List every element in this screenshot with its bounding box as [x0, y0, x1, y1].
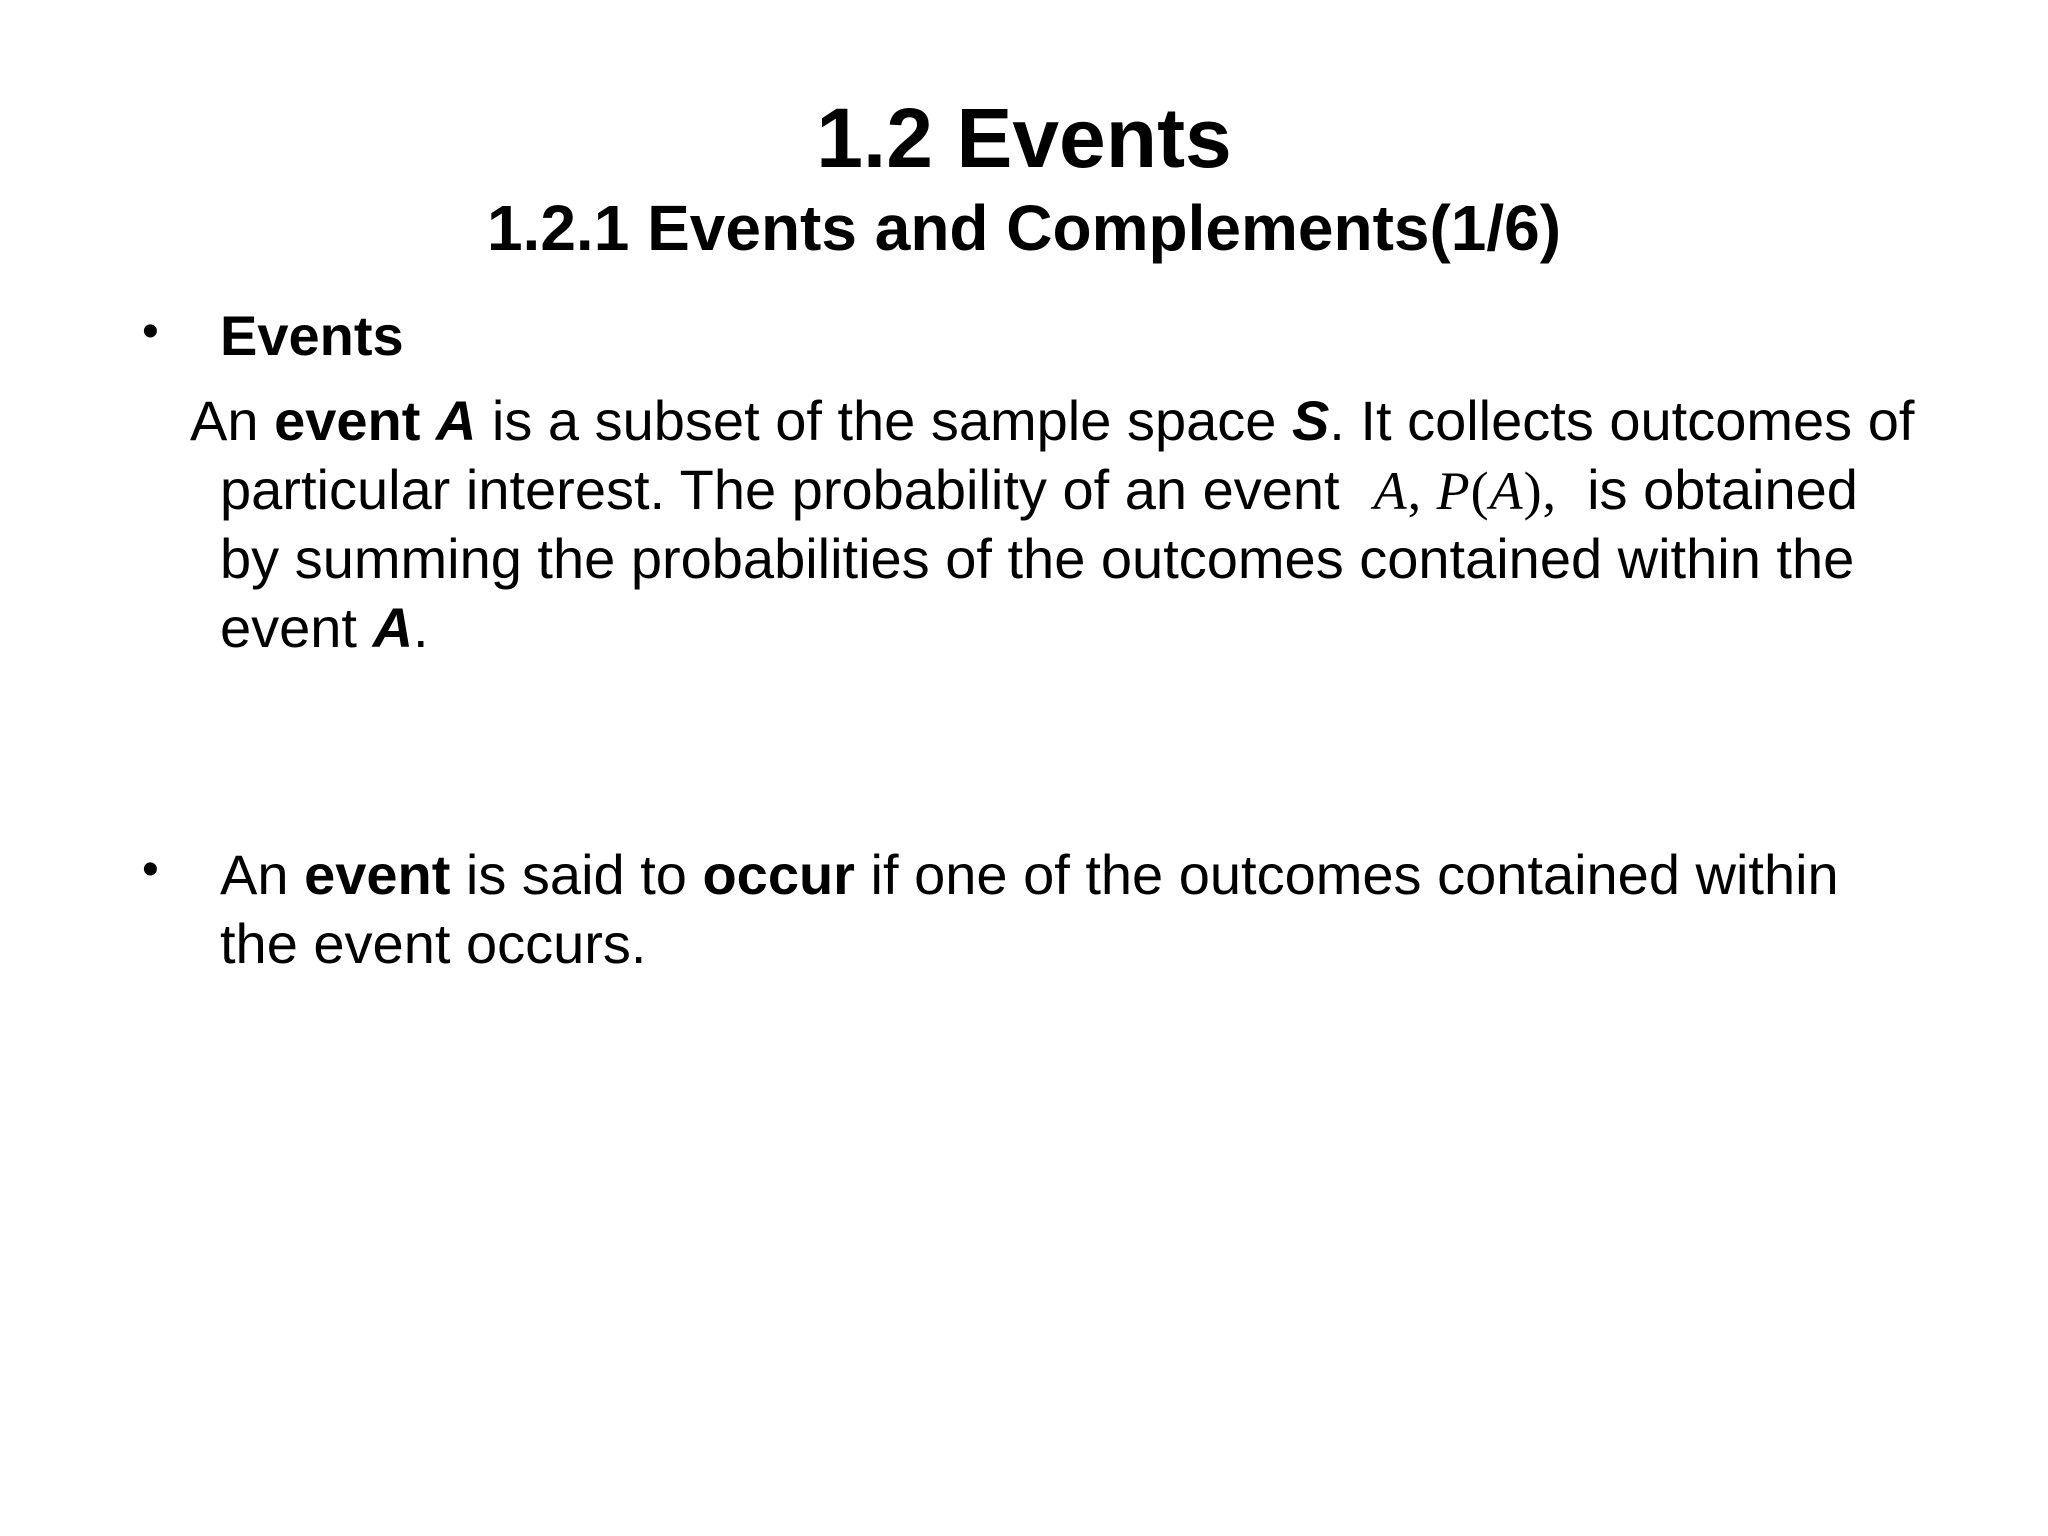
occurrence-line-1 — [220, 840, 1839, 909]
math-var: P — [1436, 461, 1471, 521]
text-span: event — [220, 596, 373, 659]
text-span — [420, 389, 436, 452]
text-span: . — [413, 596, 429, 659]
text-span: An — [220, 843, 305, 906]
bold-term-event: event — [274, 389, 421, 452]
text-span: particular interest. The probability of an event — [220, 458, 1340, 521]
bold-italic-symbol-s: S — [1291, 389, 1330, 452]
math-var: A — [1373, 461, 1408, 521]
text-span: An — [190, 389, 275, 452]
bold-term-occur: occur — [702, 843, 855, 906]
definition-line-2 — [220, 455, 1858, 526]
definition-line-3: by summing the probabilities of the outcomes contained within the — [220, 527, 1855, 590]
text-span: is a subset of the sample space — [476, 389, 1292, 452]
bold-term-event: event — [304, 843, 451, 906]
definition-line-4 — [220, 593, 429, 662]
bullet-marker-events: • — [142, 305, 159, 358]
math-punct: ( — [1470, 461, 1490, 521]
slide-subtitle: 1.2.1 Events and Complements(1/6) — [486, 192, 1562, 264]
bold-italic-symbol-a: A — [372, 596, 414, 659]
math-expression — [1374, 461, 1557, 521]
section-heading-events: Events — [220, 304, 404, 367]
text-span: is said to — [450, 843, 703, 906]
slide-title: 1.2 Events — [816, 91, 1232, 185]
text-span: if one of the outcomes contained within — [854, 843, 1839, 906]
occurrence-line-2: the event occurs. — [220, 912, 647, 975]
math-punct: , — [1407, 461, 1423, 521]
bullet-marker-occur: • — [142, 843, 159, 896]
bold-italic-symbol-a: A — [435, 389, 477, 452]
math-punct: ), — [1523, 461, 1558, 521]
text-span: is obtained — [1587, 458, 1858, 521]
math-var: A — [1489, 461, 1524, 521]
text-span: . It collects outcomes of — [1329, 389, 1915, 452]
definition-line-1 — [190, 386, 1914, 455]
